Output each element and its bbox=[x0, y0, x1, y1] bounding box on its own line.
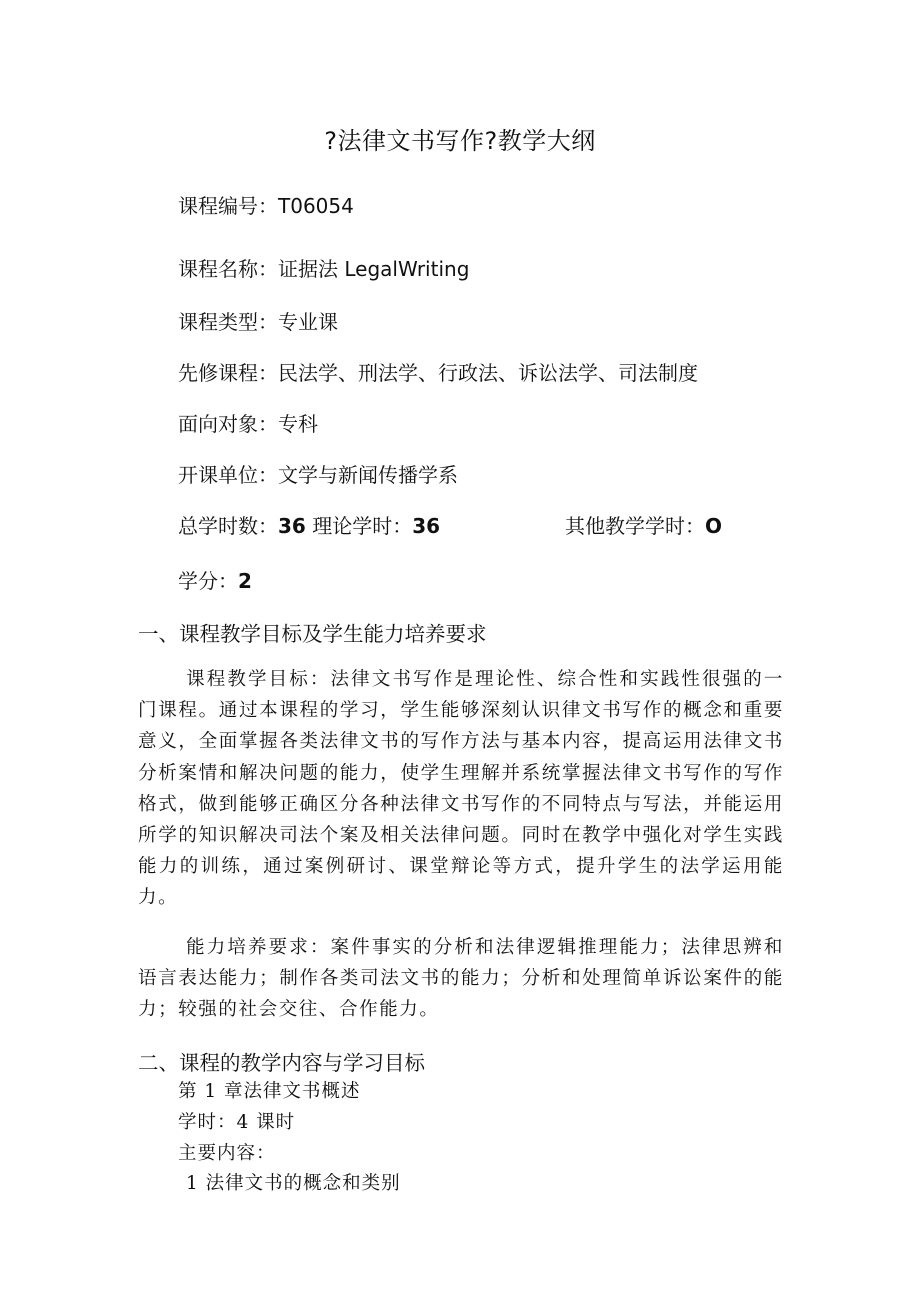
other-hours-value: O bbox=[705, 514, 723, 538]
course-name-value: 证据法 LegalWriting bbox=[278, 257, 470, 281]
prerequisites-row bbox=[178, 357, 698, 386]
course-name-row bbox=[178, 253, 469, 282]
section-1-heading: 一、课程教学目标及学生能力培养要求 bbox=[138, 622, 487, 646]
audience-label: 面向对象： bbox=[178, 412, 278, 436]
course-code-value: T06054 bbox=[278, 194, 354, 218]
section-2-heading: 二、课程的教学内容与学习目标 bbox=[138, 1051, 425, 1075]
page-title: ?法律文书写作?教学大纲 bbox=[324, 127, 596, 155]
ability-requirement-paragraph: 能力培养要求：案件事实的分析和法律逻辑推理能力；法律思辨和语言表达能力；制作各类司法文书的能力；分析和处理简单诉讼案件的能力；较强的社会交往、合作能力。 bbox=[138, 937, 784, 1021]
chapter-hours: 学时：4 课时 bbox=[178, 1112, 296, 1133]
credits-row bbox=[178, 565, 252, 594]
course-type-row bbox=[178, 306, 338, 335]
other-hours-row bbox=[565, 510, 722, 539]
hours-row bbox=[178, 510, 440, 539]
other-hours-label: 其他教学学时： bbox=[565, 514, 705, 538]
total-hours-value: 36 bbox=[278, 514, 306, 538]
department-label: 开课单位： bbox=[178, 463, 278, 487]
chapter-title: 第 1 章法律文书概述 bbox=[178, 1081, 361, 1102]
course-code-row bbox=[178, 190, 354, 219]
course-type-value: 专业课 bbox=[278, 310, 338, 334]
prerequisites-value: 民法学、刑法学、行政法、诉讼法学、司法制度 bbox=[278, 361, 698, 385]
teaching-goal-paragraph: 课程教学目标：法律文书写作是理论性、综合性和实践性很强的一门课程。通过本课程的学习，学生能够深刻认识律文书写作的概念和重要意义，全面掌握各类法律文书的写作方法与基本内容，提高运用法律文书分析案情和解决问题的能力，使学生理解并系统掌握法律文书写作的写作格式，做到能够正确区分各种法律文书写作的不同特点与写法，并能运用所学的知识解决司法个案及相关法律问题。同时在教学中强化对学生实践能力的训练，通过案例研讨、课堂辩论等方式，提升学生的法学运用能力。 bbox=[138, 669, 784, 909]
credits-value: 2 bbox=[238, 569, 252, 593]
course-type-label: 课程类型： bbox=[178, 310, 278, 334]
theory-hours-value: 36 bbox=[412, 514, 441, 538]
theory-hours-label: 理论学时： bbox=[312, 514, 413, 538]
total-hours-label: 总学时数： bbox=[178, 514, 278, 538]
audience-row bbox=[178, 408, 318, 437]
credits-label: 学分： bbox=[178, 569, 238, 593]
main-content-label: 主要内容： bbox=[178, 1143, 276, 1164]
content-item: 1 法律文书的概念和类别 bbox=[186, 1173, 401, 1194]
department-value: 文学与新闻传播学系 bbox=[278, 463, 458, 487]
course-code-label: 课程编号： bbox=[178, 194, 278, 218]
prerequisites-label: 先修课程： bbox=[178, 361, 278, 385]
course-name-label: 课程名称： bbox=[178, 257, 278, 281]
audience-value: 专科 bbox=[278, 412, 318, 436]
department-row bbox=[178, 459, 458, 488]
